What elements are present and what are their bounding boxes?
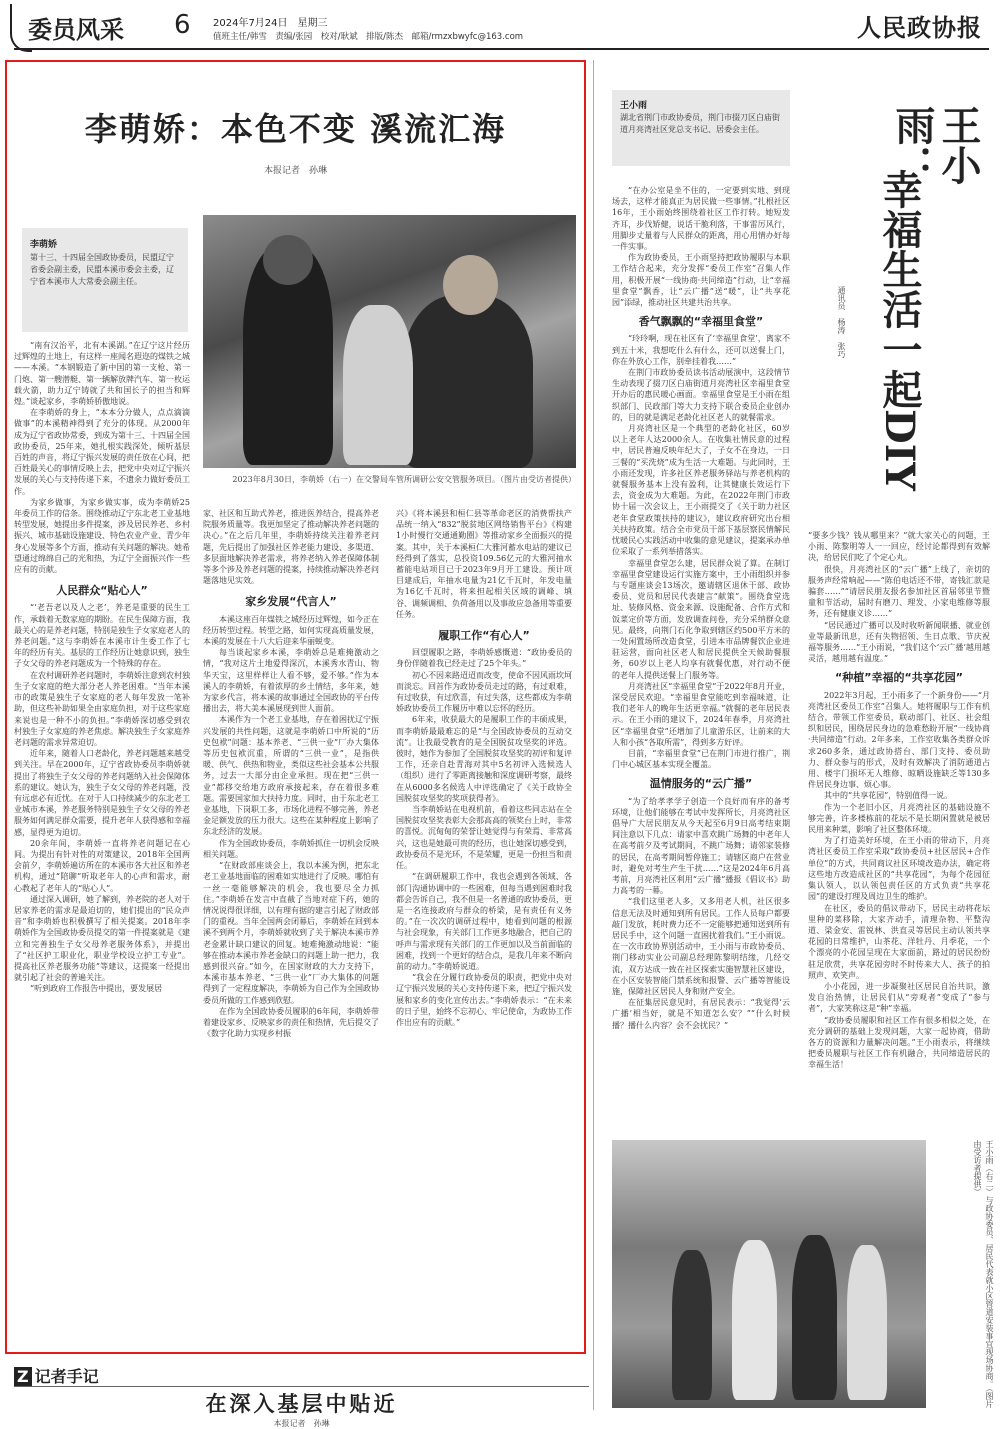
header-rule — [14, 48, 989, 50]
main-article-title: 李萌娇：本色不变 溪流汇海 — [84, 110, 507, 148]
issue-date: 2024年7月24日 星期三 — [213, 18, 328, 29]
paragraph: 近年来，随着人口老龄化，养老问题越来越受到关注。早在2000年，辽宁省政协委员李萌娇就提出了将独生子女父母的养老问题纳入社会保障体系的建议。她认为，独生子女父母的养老问题，没有远虑必有近忧。在对于人口持续减少的东北老工业城市本溪，养老服务特别是独生子女父母的养老服务如何满足群众需要，提升老年人获得感和幸福感，显得更为迫切。 — [14, 749, 190, 837]
subheading: 履职工作“有心人” — [438, 629, 530, 643]
subheading: 香气飘飘的“幸福里食堂” — [638, 315, 764, 329]
paragraph: “要多少钱？钱从哪里来？”就大家关心的问题，王小雨、陈黎明等人一一回应，经讨论都得到有效解决，给居民们吃了个定心丸。 — [808, 531, 990, 563]
paragraph: 通过深入调研，她了解到，养老院的老人对于居家养老的需求是最迫切的，她们提出的“民众声音”和李萌娇也积极撰写了相关提案。2018年李萌娇作为全国政协委员提交的第一件提案就是《建立和完善独生子女父母养老服务体系》，并提出了“社区护工职业化，职业学校设立护工专业”。提高社区养老服务功能”等建议，这提案一经提出就引起了社会的普遍关注。 — [14, 894, 190, 983]
paragraph: 在农村调研养老问题时，李萌娇注意到农村独生子女家庭的绝大部分老人养老困难。“当年本溪市的政策是独生子女家庭的老人每年发放一笔补助，但这些补助如果全由家庭负担，对于这些家庭来说也是一种不小的负担。”李萌娇深切感受到农村独生子女家庭的养老焦虑。解决独生子女家庭养老问题的需求异常迫切。 — [14, 670, 190, 747]
paragraph: “在办公室是坐不住的，一定要到实地、到现场去，这样才能真正为居民做一些事情。”扎根社区16年，王小雨始终围绕着社区工作打转。她短发齐耳，步伐矫健，说话干脆利落，干事雷厉风行，用脚步丈量着与人民群众的距离，用心用情办好每一件实事。 — [612, 186, 790, 252]
section-title: 委员风采 — [28, 16, 124, 44]
right-article-title-a: 王小雨： — [889, 105, 982, 185]
paragraph: 作为全国政协委员，李萌娇抓住一切机会反映相关问题。 — [203, 838, 379, 859]
subheading: 家乡发展“代言人” — [245, 595, 337, 609]
right-bio-name: 王小雨 — [620, 101, 648, 111]
right-article-byline: 通讯员 杨涛 张巧 — [837, 286, 846, 358]
main-column-1 — [14, 340, 190, 1350]
right-column-1 — [612, 185, 790, 1085]
paragraph: 初心不因来路迢迢而改变，使命不因风雨坎坷而淡忘。回首作为政协委员走过的路，有过艰难，有过收获，有过欣喜，有过失落，这些都成为李萌娇政协委员工作履历中难以忘怀的经历。 — [396, 670, 572, 714]
paragraph: 2022年3月起，王小雨多了一个新身份——“月亮湾社区委员工作室”召集人。她将履职与工作有机结合，带领工作室委员，联动部门、社区、社会组织和居民，围绕居民身边的急难愁盼开展“一线协商·共同缔造”行动。2年多来，工作室收集各类群众诉求260多条，通过政协搭台、部门支持、委员助力、群众参与的形式，及时有效解决了消防通道占用、楼宇门损坏无人维修、晾晒设施缺乏等130多件居民身边事、烦心事。 — [808, 690, 990, 790]
subheading: “种植”幸福的“共享花园” — [835, 671, 963, 685]
main-column-3 — [396, 508, 572, 1350]
paragraph: “在调研履职工作中，我也会遇到各领域、各部门沟通协调中的一些困难，但每当遇到困难时我都会告诉自己，我不但是一名普通的政协委员，更是一名连接政府与群众的桥梁，是有责任有义务的。”在一次次的调研过程中，她看到问题的根源与社会现象，有关部门工作更多地融合，把自己的呼声与需求现有关部门的工作更加以及当前面临的困难，找到一个更好的结合点，是我几年来不断向前的动力。”李萌娇说道。 — [396, 872, 572, 971]
paragraph: “南有汉治平，北有本溪湖。”在辽宁这片经历过辉煌的土地上，有这样一座闻名遐迩的煤铁之城——本溪。“本钢锻造了新中国的第一支枪、第一门炮、第一艘潜艇、第一辆解放牌汽车、第一枚运载火箭，助力辽宁铸就了共和国长子的担当和辉煌。”谈起家乡，李萌娇骄傲地说。 — [14, 341, 190, 407]
staff-line: 值班主任/韩雪 责编/张园 校对/耿斌 排版/陈杰 邮箱/rmzxbwyfc@163.com — [213, 32, 524, 42]
main-article-byline: 本报记者 孙琳 — [263, 166, 327, 176]
paragraph: “政协委员履职和社区工作有很多相似之处，在充分调研的基础上发现问题，大家一起协商，借助各方的资源和力量解决问题。”王小雨表示，将继续把委员履职与社区工作有机融合，共同缔造居民的幸福生活！ — [808, 1015, 990, 1070]
main-photo-caption: 2023年8月30日，李萌娇（右一）在交警局车管所调研公安交管服务项目。（图片由受访者提供） — [232, 475, 576, 484]
subheading: 温情服务的“云广播” — [649, 777, 753, 791]
paragraph: 目前，“幸福里食堂”已在荆门市进行推广，荆门中心城区基本实现全覆盖。 — [612, 748, 790, 770]
paragraph: 月亮湾社区“幸福里食堂”于2022年8月开业，深受居民欢迎。“幸福里食堂能吃到幸福味道，让我们老年人的晚年生活更幸福。”就餐的老年居民表示。在王小雨的建议下，2024年春季，月亮湾社区“幸福里食堂”还增加了儿童游乐区，让前来的大人和小孩“各取所需”，得到多方好评。 — [612, 681, 790, 747]
paragraph: 本溪作为一个老工业基地，存在着困扰辽宁振兴发展的共性问题，这就是李萌娇口中所说的“历史包袱”问题：基本养老、“三供一业”厂办大集体等历史包袱沉重，所谓的“三供一业”，是指供暖、供气、供热和物业，类似这些社会基本公共服务，过去一大部分由企业承担。现在把“三供一业”都移交给地方政府承接起来，存在着很多难题。需要国家加大扶持力度。同时，由于东北老工业基地，下岗职工多，市场化进程不够完善，养老金足额发放的压力很大。这些在某种程度上影响了东北经济的发展。 — [203, 715, 379, 837]
right-bio-text: 湖北省荆门市政协委员，荆门市掇刀区白庙街道月亮湾社区党总支书记、居委会主任。 — [620, 113, 780, 134]
paragraph: 作为政协委员，王小雨坚持把政协履职与本职工作结合起来，充分发挥“委员工作室”召集人作用，积极开展“一线协商·共同缔造”行动，让“幸福里食堂”飘香，让“云广播”送“暖”，让“共享花园”添绿，推动社区共建共治共享。 — [612, 253, 790, 308]
paragraph: “我们这里老人多，又多用老人机，社区很多信息无法及时通知到所有居民。工作人员每户都要敲门发放，耗时费力还不一定能够把通知送到所有居民手中，这个问题一直困扰着我们。”王小雨说。在一次市政协界别活动中，王小雨与市政协委员、荆门移动实业公司副总经理陈黎明结缘，几经交流，双方达成一致在社区探索实施智慧社区建设，在小区安装智能门禁系统和报警、云广播等智能设施，保障社区居民人身和财产安全。 — [612, 897, 790, 997]
column-divider — [593, 60, 594, 1410]
paragraph: 在征集居民意见时，有居民表示：“我觉得‘云广播’相当好，就是不知道怎么安？”“什么时候播？播什么内容？会不会扰民？” — [612, 998, 790, 1030]
main-bio-name: 李萌娇 — [30, 240, 58, 250]
paragraph: 其中的“共享花园”，特别值得一说。 — [824, 791, 953, 801]
paragraph: 小小花园，进一步凝聚社区居民自治共识，激发自治热情，让居民们从“旁观者”变成了“参与者”，大家笑称这是“种”幸福。 — [808, 981, 990, 1014]
notes-byline: 本报记者 孙琳 — [273, 1419, 330, 1428]
main-column-2 — [203, 508, 379, 1350]
paragraph: 为了打造美好环境，在王小雨的带动下，月亮湾社区委员工作室采取“政协委员+社区居民+合作单位”的方式，共同商议社区环境改造办法，确定将这些地方改造成社区的“共享花园”，为每个花园征集认领人，以认领包责任区的方式负责“共享花园”的建设打理及周边卫生的维护。 — [808, 836, 990, 902]
paragraph: 为家乡做事，为家乡做实事，成为李萌娇25年委员工作的信条。围绕推动辽宁东北老工业基地转型发展，她提出多件提案，涉及居民养老、乡村振兴、城市基础设施建设、特色农业产业、青少年身心发展等多个方面，推动有关问题的解决。她希望通过绵绵自己的光和热，为辽宁全面振兴作一些应有的贡献。 — [14, 497, 190, 575]
paragraph: 作为一个老旧小区，月亮湾社区的基础设施不够完善，许多楼栋前的花坛不是长期闲置就是被居民用来种菜，影响了社区整体环境。 — [808, 802, 990, 835]
paragraph: 在荆门市政协委员读书活动展演中，这段情节生动表现了掇刀区白庙街道月亮湾社区幸福里食堂开办后的惠民暖心画面。幸福里食堂是王小雨在组织部门、民政部门等大力支持下联合委员企业创办的，目的就是满足老龄化社区老人的就餐需求。 — [612, 368, 790, 422]
paragraph: 本溪这座百年煤铁之城经历过辉煌，如今正在经历转型过程。转型之路，如何实现高质量发展，本溪的发展在十八大后迎来华丽蜕变。 — [203, 614, 379, 647]
paragraph: 20余年间，李萌娇一直将养老问题记在心间。为提出有针对性的对策建议，2018年全国两会前夕，李萌娇遍访所在的本溪市各大社区和养老机构，通过“陪聊”听取老年人的心声和需求，耐心教起了老年人的“贴心人”。 — [14, 838, 190, 893]
paragraph: 月亮湾社区是一个典型的老龄化社区，60岁以上老年人达2000余人。在收集社情民意的过程中，居民普遍反映年纪大了，子女不在身边，一日三餐的“买洗烧”成为生活一大难题。与此同时，王小雨还发现，许多社区养老服务驿站与养老机构的就餐服务基本上没有盈利，让其健康长效运行下去，资金成为大难题。为此，在2022年荆门市政协十届一次会议上，王小雨提交了《关于助力社区老年食堂政策扶持的建议》，建议政府研究出台相关扶持政策。结合全市党员干部下基层察民情解民忧暖民心实践活动中收集的意见建议，提案承办单位采取了一系列举措落实。 — [612, 424, 790, 557]
paragraph: 兴》《将本溪县和桓仁县等革命老区的消费帮扶产品统一纳入“832”脱贫地区网络销售平台》《构建1小时慢行交通通勤圈》等推动家乡全面振兴的提案。其中，关于本溪桓仁大雅河蓄水电站的建议已经得到了落实，总投资109.56亿元的大雅河抽水蓄能电站项目已于2023年9月开工建设。预计项目建成后，年抽水电量为21亿千瓦时，年发电量为16亿千瓦时，将来担起相关区域的调峰、填谷、调频调相、负荷备用以及事故应急备用等重要任务。 — [396, 509, 572, 619]
paragraph: 家、社区和互助式养老，推进医养结合，提高养老院服务质量等。我更加坚定了推动解决养老问题的决心。”在之后几年里，李萌娇持续关注着养老问题，先后提出了加强社区养老能力建设、多渠道、多层面地解决养老需求，将养老纳入养老保障体制等多个涉及养老问题的提案，持续推动解决养老问题落地见实效。 — [203, 509, 379, 586]
reporter-notes-tag — [14, 1364, 99, 1387]
paragraph: 在李萌娇的身上，“本本分分做人，点点滴滴做事”的本溪精神得到了充分的体现。从2000年成为辽宁省政协常委，到成为第十三、十四届全国政协委员，25年来，她扎根实践深处，倾听基层百姓的声音，将辽宁振兴发展的责任放在心间，把百姓最关心的事情反映上去，把党中央对辽宁振兴发展的关心与支持传递下来，不遗余力做好委员工作。 — [14, 408, 190, 496]
paragraph: 回望履职之路，李萌娇感慨道：“政协委员的身份伴随着我已经走过了25个年头。” — [396, 648, 572, 669]
paragraph: 每当谈起家乡本溪，李萌娇总是难掩激动之情，“我对这片土地爱得深沉，本溪秀水青山、物华天宝，这里样样让人看不够，爱不够。”作为本溪人的李萌娇，有着浓厚的乡土情结，多年来，她为家乡代言，将本溪的故事通过全国政协的平台传播出去，将大美本溪展现到世人面前。 — [203, 648, 379, 714]
paragraph: “听到政府工作报告中提出，要发展居 — [30, 984, 163, 994]
right-column-2 — [808, 530, 990, 1130]
paragraph: “为了给孝孝学子创造一个良好而有序的备考环境，让他们能够在考试中发挥所长，月亮湾社区倡导广大居民朋友从今天起至6月9日高考结束期间注意以下几点：请家中喜欢跳广场舞的中老年人在高考前夕及考试期间，不跳广场舞；请邻家装修的居民，在高考期间暂停施工；请辖区商户在营业时，避免对考生产生干扰……”这是2024年6月高考前，月亮湾社区利用“云广播”播报《倡议书》助力高考的一幕。 — [612, 796, 790, 896]
main-bio-text: 第十三、十四届全国政协委员，民盟辽宁省委会副主委，民盟本溪市委会主委，辽宁省本溪市人大常委会副主任。 — [30, 253, 174, 286]
paragraph: 很快，月亮湾社区的“云广播”上线了，亲切的服务声经常响起——“陈伯电话还不带，寄钱汇款是骗套……”“请居民朋友报名参加社区首届邻里节暨童和节活动，届时有磨刀、理发、小家电维修等服务，还有健康义诊……” — [808, 564, 990, 619]
paragraph: 6年来，收获最大的是履职工作的丰硕成果，而李萌娇最最难忘的是“与全国政协委员的互动交流”。让我最受教育的是全国脱贫攻坚奖的评选。彼时，她作为参加了全国脱贫攻坚奖的初评和复评工作，还亲自赴青海对其中5名初评入选候选人（组织）进行了零距离接触和深度调研考察，最终在从6000多名候选人中评选确定了《关于政协全国脱贫攻坚奖的奖项获得者》。 — [396, 715, 572, 803]
paragraph: “‘老吾老以及人之老’，养老是重要的民生工作，承载着无数家庭的期盼。在民生保障方面，我最关心的是养老问题，特别是独生子女家庭老人的养老问题。”这与李萌娇在本溪市计生委工作了七年的经历有关。基层的工作经历让她意识到，独生子女父母的养老问题成为一个特殊的存在。 — [14, 603, 190, 669]
paragraph: 幸福里食堂怎么建，居民群众说了算。在制订幸福里食堂建设运行实施方案中，王小雨组织并参与专题座谈会13场次，邀请辖区退休干部、政协委员、党员和居民代表建言“献策”。围绕食堂选址、装修风格、资金来源、设施配备、合作方式和饭菜定价等方面，发放调查问卷，充分采纳群众意见。最终，向荆门石化争取到辖区约500平方米的一处闲置场所改造食堂，引进本市品牌餐饮企业进驻运营，面向社区老人和居民提供全天候助餐服务，60岁以上老人均享有就餐优惠，对行动不便的老年人提供送餐上门服务等。 — [612, 558, 790, 680]
notes-title: 在深入基层中贴近 — [205, 1391, 398, 1416]
paragraph: “居民通过广播可以及时收听新闻联播、就业创业等最新讯息，还有失物招领、生日点歌、节庆祝福等服务……”王小雨说，“我们这个‘云广播’越用越灵活，越用越有温度。” — [808, 620, 990, 664]
paragraph: “玲玲啊，现在社区有了‘幸福里食堂’，离家不到五十米，我想吃什么有什么，还可以送餐上门，你在外放心工作，别牵挂着我……” — [612, 334, 790, 366]
subheading: 人民群众“贴心人” — [56, 584, 148, 598]
paragraph: 当李萌娇站在电视机前，看着这些同志站在全国脱贫攻坚奖表彰大会那高高的领奖台上时，非常的喜悦。沉甸甸的荣誉让她觉得与有荣焉、非常高兴，这也是她最可贵的经历，也让她深切感受到，政协委员不是光环，不是荣耀，更是一份担当和责任。 — [396, 805, 572, 871]
notes-tag-label: 记者手记 — [34, 1367, 99, 1386]
paragraph: “我会在分履行政协委员的职责，把党中央对辽宁振兴发展的关心支持传递下来，把辽宁振兴发展和家乡的变化宣传出去。”李萌娇表示：“在未来的日子里，始终不忘初心、牢记使命，为政协工作作出应有的贡献。” — [396, 973, 572, 1027]
paragraph: 在社区，委员的倡议带动下，居民主动将花坛里种的菜移除，大家齐动手，清理杂物、平整沟道、梁金安、雷锐林、洪直灵等居民主动认领共享花园的日常维护，山茶花、洋牡丹、月季花，一个个漂亮的小花园呈现在大家面前，路过的居民纷纷驻足欣赏，共享花园旁时不时传来大人、孩子的拍照声、欢笑声。 — [808, 903, 990, 980]
newspaper-logo: 人民政协报 — [857, 13, 982, 42]
right-article-photo — [612, 1140, 926, 1408]
page-number: 6 — [174, 10, 191, 40]
paragraph: 在作为全国政协委员履职的6年间，李萌娇带着建设家乡、反映家乡的责任和热情，先后提交了《数字化助力实现乡村振 — [203, 1006, 379, 1039]
right-photo-caption: 王小雨（右二）与政协委员、居民代表就小区管道安装事宜现场协商。（图片由受访者提供） — [973, 1140, 994, 1408]
notes-rule — [14, 1386, 589, 1387]
paragraph: “在财政部座谈会上，我以本溪为例，把东北老工业基地面临的困难如实地进行了反映。哪怕有一丝一毫能够解决的机会，我也要尽全力抓住。”李萌娇在发言中直截了当地对症下药，她的情况说得很详细，以有理有据的建言引起了财政部门的重视。当年全国两会闭幕后，李萌娇在回到本溪不到两个月，李萌娇就收到了关于解决本溪市养老金累计缺口建议的回复。她难掩激动地说：“能够在推动本溪市养老金缺口的问题上助一把力，我感到很兴奋。”如今，在国家财政的大力支持下，本溪市基本养老、“三供一业”厂办大集体的问题得到了一定程度解决，李萌娇为自己作为全国政协委员所做的工作感到欣慰。 — [203, 861, 379, 1005]
right-article-title-b: 幸福生活一起DIY — [876, 169, 923, 491]
main-article-photo — [203, 215, 576, 468]
notes-letter-badge: Z — [14, 1367, 32, 1386]
